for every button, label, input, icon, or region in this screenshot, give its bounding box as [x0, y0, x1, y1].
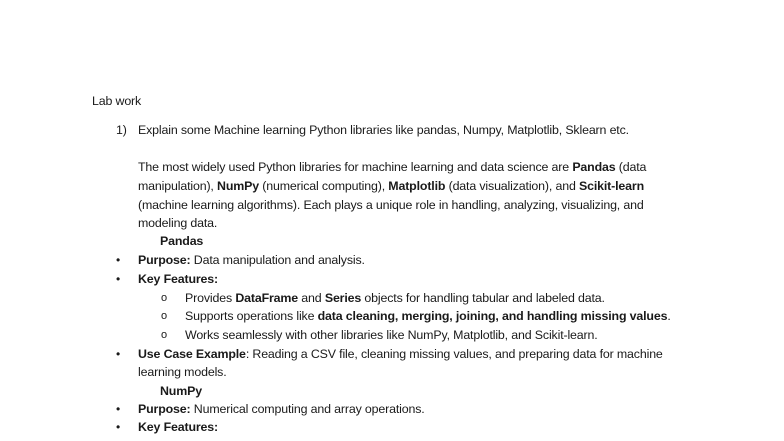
bullet-icon: •: [116, 347, 121, 361]
intro-line-3: (machine learning algorithms). Each plays a unique role in handling, analyzing, visualizing, and: [138, 198, 644, 212]
pandas-use-case-line-1: Use Case Example: Reading a CSV file, cleaning missing values, and preparing data for machine: [138, 347, 663, 361]
intro-line-1: The most widely used Python libraries for machine learning and data science are Pandas (data: [138, 160, 647, 174]
pandas-feature-2: Supports operations like data cleaning, merging, joining, and handling missing values.: [185, 309, 671, 323]
pandas-feature-1: Provides DataFrame and Series objects for handling tabular and labeled data.: [185, 291, 605, 305]
numpy-heading: NumPy: [160, 384, 202, 398]
bullet-icon: •: [116, 420, 121, 434]
question-text: Explain some Machine learning Python libraries like pandas, Numpy, Matplotlib, Sklearn etc.: [138, 123, 629, 137]
section-title: Lab work: [92, 94, 142, 108]
pandas-purpose: Purpose: Data manipulation and analysis.: [138, 253, 365, 267]
sub-bullet-icon: o: [161, 329, 167, 341]
bullet-icon: •: [116, 253, 121, 267]
question-number: 1): [116, 123, 127, 137]
pandas-use-case-line-2: learning models.: [138, 365, 227, 379]
bullet-icon: •: [116, 402, 121, 416]
pandas-feature-3: Works seamlessly with other libraries like NumPy, Matplotlib, and Scikit-learn.: [185, 328, 598, 342]
sub-bullet-icon: o: [161, 292, 167, 304]
numpy-features-label: Key Features:: [138, 420, 218, 434]
pandas-heading: Pandas: [160, 234, 204, 248]
bullet-icon: •: [116, 272, 121, 286]
sub-bullet-icon: o: [161, 310, 167, 322]
numpy-purpose: Purpose: Numerical computing and array operations.: [138, 402, 425, 416]
pandas-features-label: Key Features:: [138, 272, 218, 286]
intro-line-2: manipulation), NumPy (numerical computing), Matplotlib (data visualization), and Scikit-learn: [138, 179, 644, 193]
intro-line-4: modeling data.: [138, 216, 218, 230]
